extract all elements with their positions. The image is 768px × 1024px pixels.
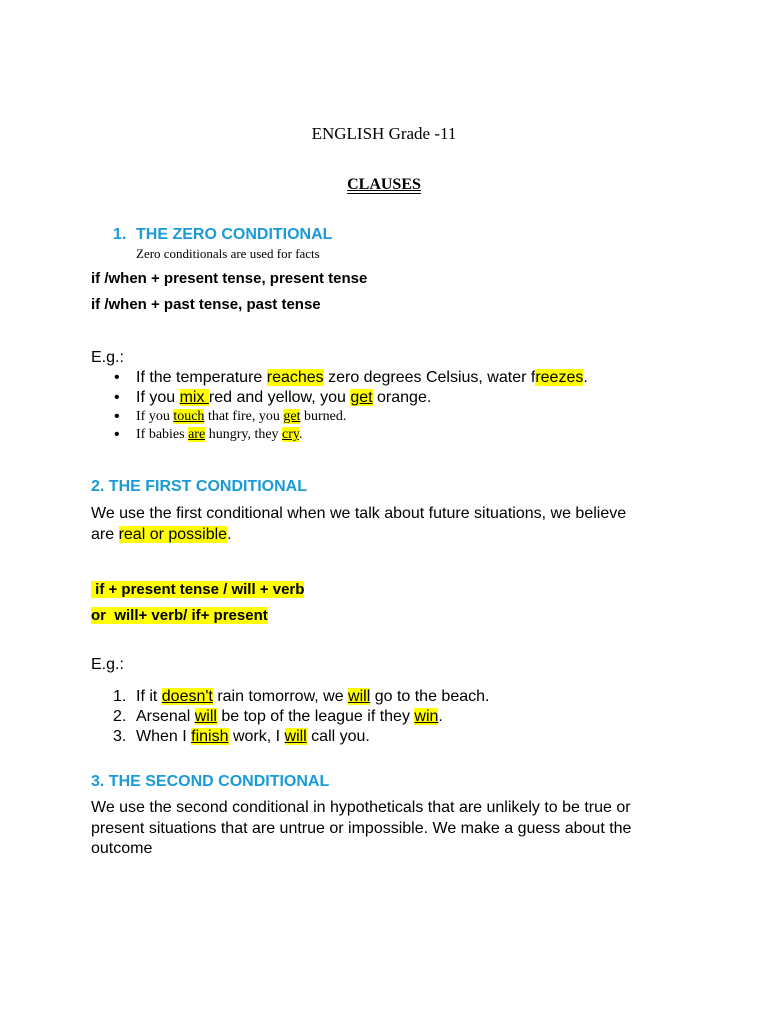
first-example-3: When I finish work, I will call you. xyxy=(136,728,370,745)
zero-note: Zero conditionals are used for facts xyxy=(136,246,320,261)
first-example-2: Arsenal will be top of the league if they win. xyxy=(136,708,443,725)
first-rule-1: if + present tense / will + verb xyxy=(91,581,305,598)
list-number: 1. xyxy=(113,688,127,705)
bullet-icon: • xyxy=(114,408,120,425)
zero-example-1: If the temperature reaches zero degrees Celsius, water freezes. xyxy=(136,369,588,386)
zero-example-4: If babies are hungry, they cry. xyxy=(136,427,303,442)
list-number: 3. xyxy=(113,728,127,745)
first-heading: 2. THE FIRST CONDITIONAL xyxy=(91,478,307,495)
bullet-icon: • xyxy=(114,426,120,443)
first-rule-2: or will+ verb/ if+ present xyxy=(91,607,268,624)
bullet-icon: • xyxy=(114,369,120,386)
zero-example-3: If you touch that fire, you get burned. xyxy=(136,409,347,424)
list-number: 2. xyxy=(113,708,127,725)
zero-heading: THE ZERO CONDITIONAL xyxy=(136,226,333,243)
zero-eg-label: E.g.: xyxy=(91,349,124,366)
zero-rule-1: if /when + present tense, present tense xyxy=(91,270,368,287)
first-example-1: If it doesn't rain tomorrow, we will go to the beach. xyxy=(136,688,490,705)
zero-rule-2: if /when + past tense, past tense xyxy=(91,296,321,313)
page-title: CLAUSES xyxy=(347,176,421,193)
zero-example-2: If you mix red and yellow, you get orange. xyxy=(136,389,432,406)
course-title: ENGLISH Grade -11 xyxy=(311,124,457,143)
second-description-line-2: present situations that are untrue or impossible. We make a guess about the xyxy=(91,820,632,837)
second-description-line-3: outcome xyxy=(91,840,153,857)
second-description-line-1: We use the second conditional in hypotheticals that are unlikely to be true or xyxy=(91,799,631,816)
zero-heading-number: 1. xyxy=(113,226,127,243)
first-description-line-2: are real or possible. xyxy=(91,526,232,543)
bullet-icon: • xyxy=(114,389,120,406)
first-description-line-1: We use the first conditional when we talk about future situations, we believe xyxy=(91,505,627,522)
second-heading: 3. THE SECOND CONDITIONAL xyxy=(91,773,330,790)
first-eg-label: E.g.: xyxy=(91,656,124,673)
